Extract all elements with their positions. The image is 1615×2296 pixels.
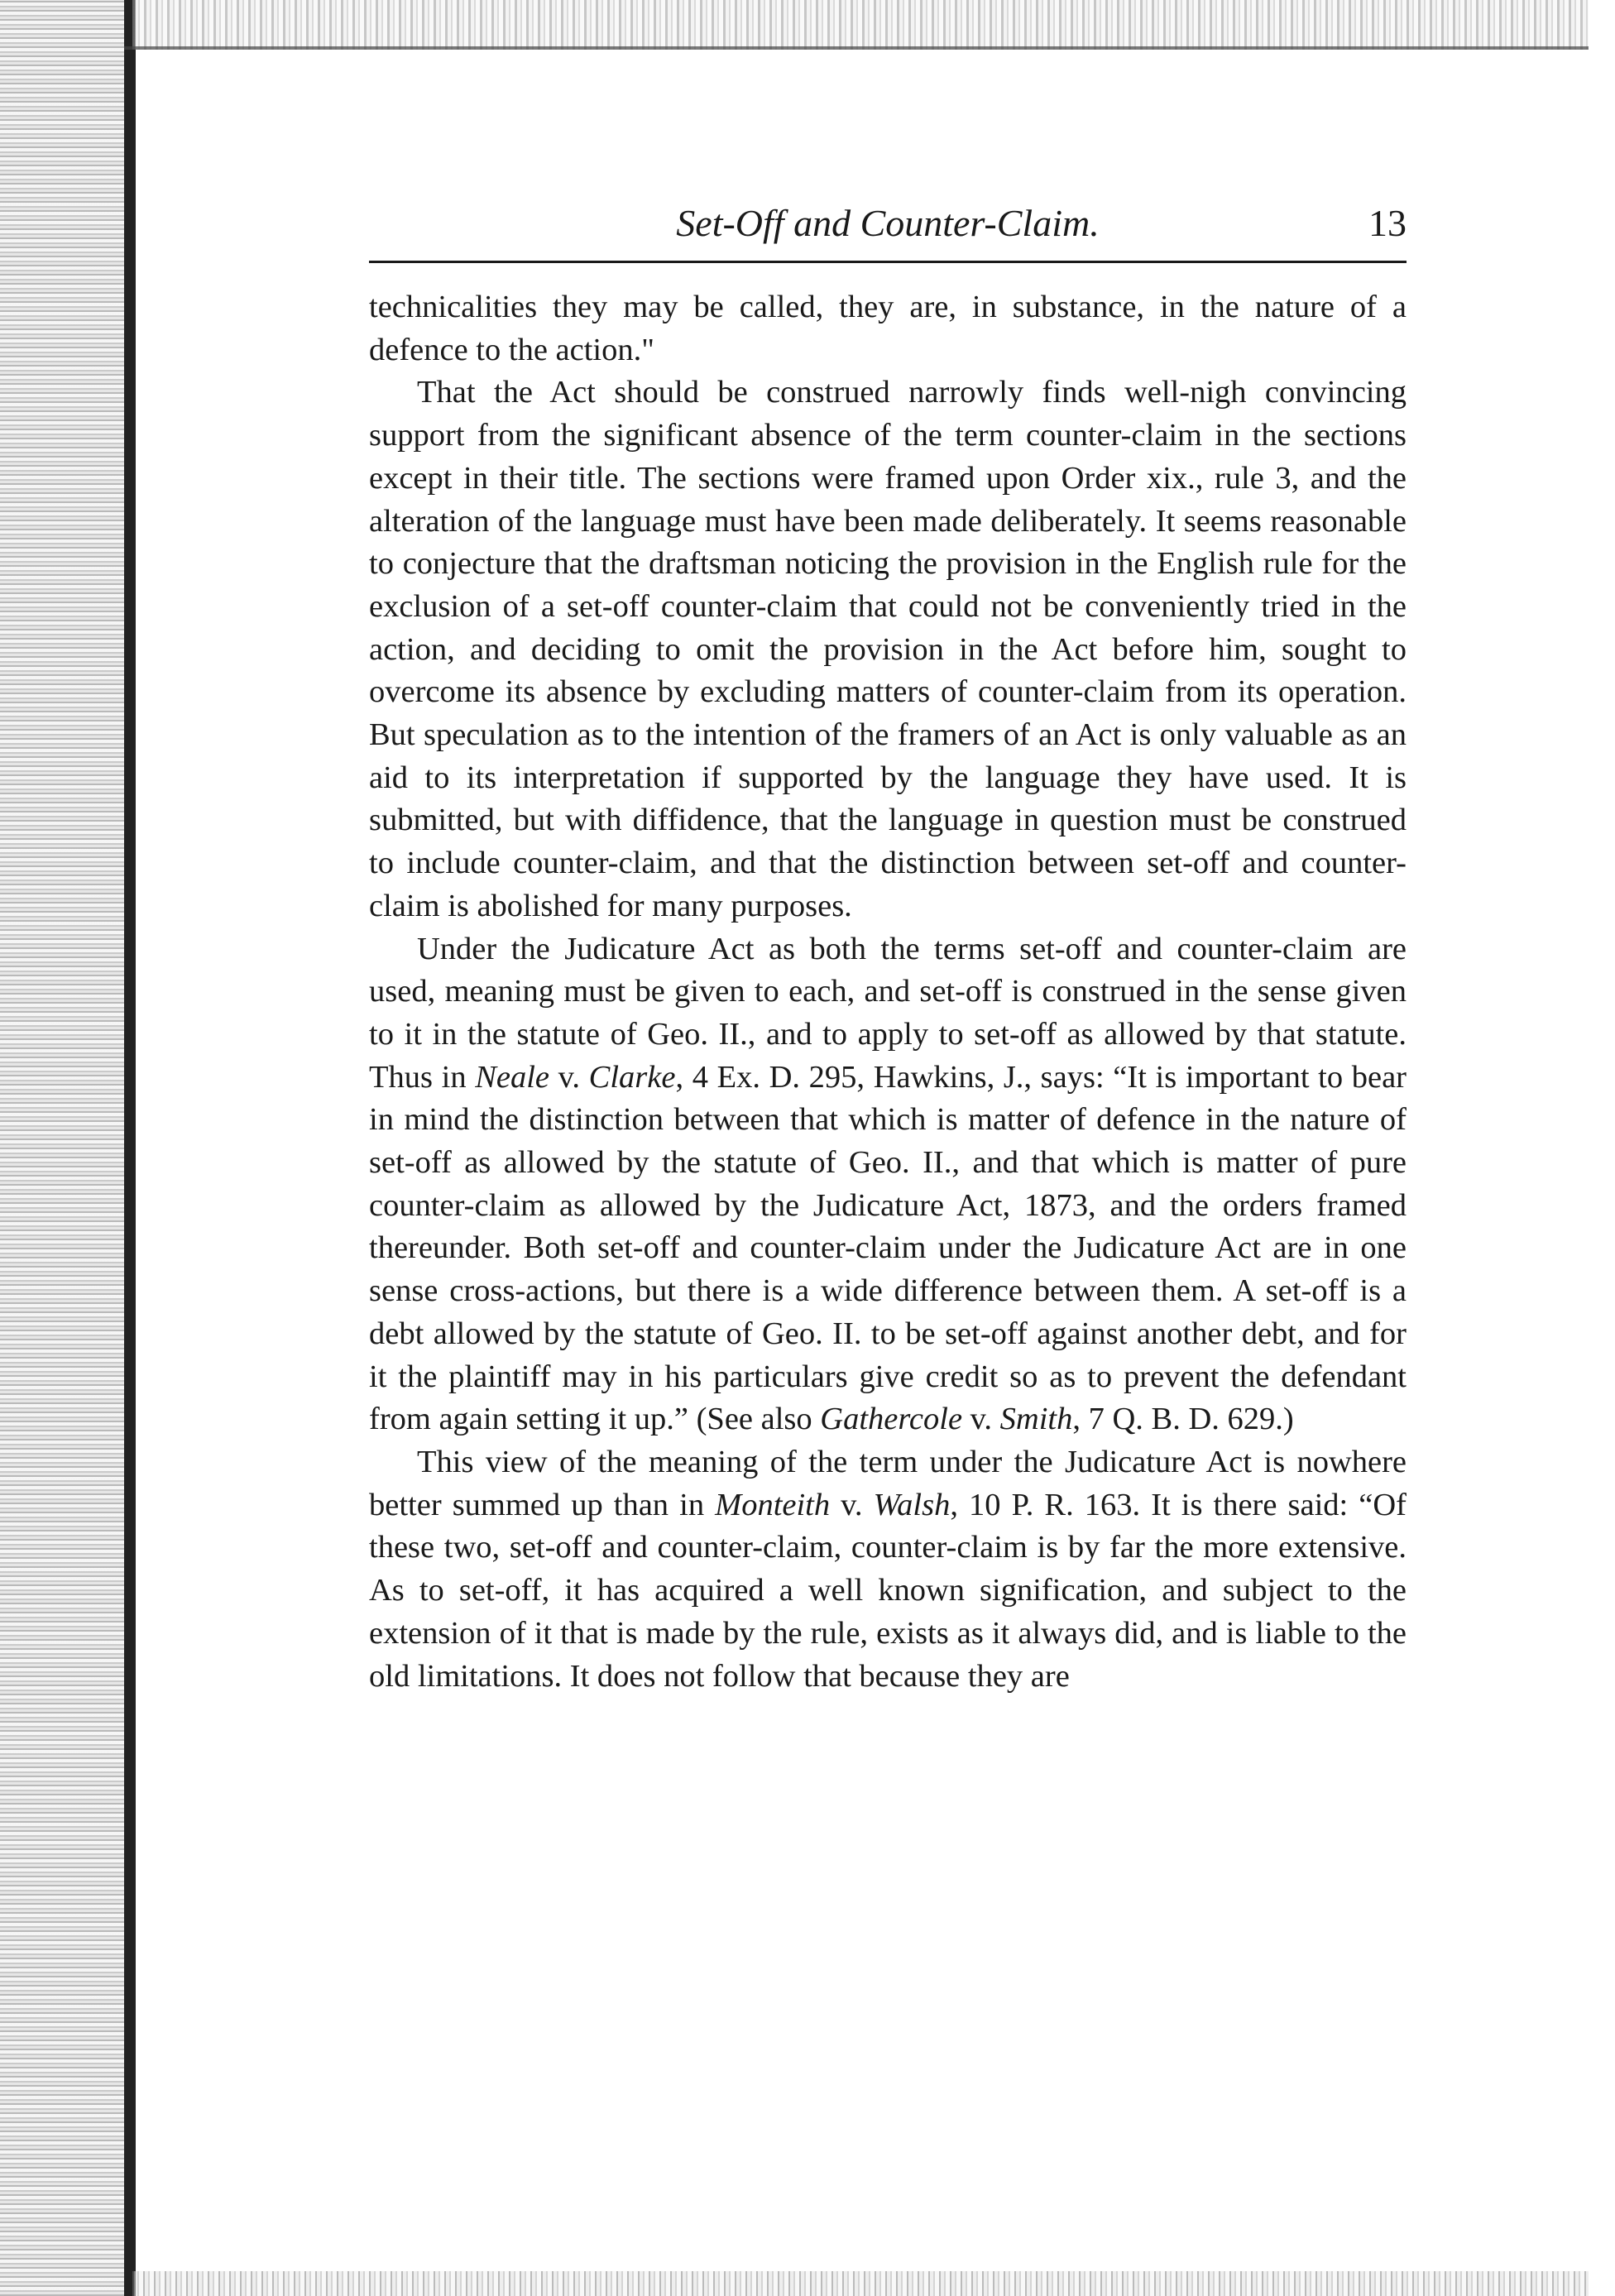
- page-number: 13: [1368, 202, 1407, 244]
- running-head: [369, 186, 1407, 263]
- paragraph-3: [369, 928, 1407, 1441]
- text-run: technicalities they may be called, they are, in substance, in the nature of a defence to the action.": [369, 290, 1407, 367]
- scan-top-margin: [132, 0, 1589, 50]
- paragraph-4: [369, 1441, 1407, 1698]
- running-title: Set-Off and Counter-Claim.: [676, 202, 1100, 244]
- case-name: Neale: [475, 1059, 550, 1095]
- case-name: Smith: [999, 1402, 1073, 1437]
- case-name: Clarke: [588, 1059, 676, 1095]
- text-run: , 10 P. R. 163. It is there said: “Of these two, set-off and counter-claim, counter-claim is by far the more extensive. As to set-off, it has acquired a well known signification, and subject to the extension of it that is made by the rule, exists as it always did, and is liable to the old limitations. It does not follow that because they are: [369, 1487, 1407, 1694]
- scan-left-margin: [0, 0, 124, 2296]
- case-name: Walsh: [873, 1487, 951, 1522]
- case-name: Monteith: [715, 1487, 831, 1522]
- text-run: , 7 Q. B. D. 629.): [1072, 1402, 1294, 1437]
- scan-left-edge: [124, 0, 136, 2296]
- body-text: [369, 286, 1407, 1698]
- case-name: Gathercole: [820, 1402, 963, 1437]
- text-run: Under the Judicature Act as both the terms set-off and counter-claim are used, meaning must be given to each, and set-off is construed in the sense given to it in the statute of Geo. II., and to apply to set-off as allowed by that statute. Thus in: [369, 931, 1407, 1095]
- text-run: v.: [962, 1402, 1000, 1437]
- text-run: That the Act should be construed narrowly finds well-nigh convincing support from the significant absence of the term counter-claim in the sections except in their title. The sections were framed upon Order xix., rule 3, and the alteration of the language must have been made deliberately. It seems reasonable to conjecture that the draftsman noticing the provision in the English rule for the exclusion of a set-off counter-claim that could not be conveniently tried in the action, and deciding to omit the provision in the Act before him, sought to overcome its absence by excluding matters of counter-claim from its operation. But speculation as to the intention of the framers of an Act is only valuable as an aid to its interpretation if supported by the language they have used. It is submitted, but with diffidence, that the language in question must be construed to include counter-claim, and that the distinction between set-off and counter-claim is abolished for many purposes.: [369, 375, 1407, 923]
- text-run: v.: [830, 1487, 874, 1522]
- book-page: [369, 186, 1407, 1698]
- text-run: , 4 Ex. D. 295, Hawkins, J., says: “It is important to bear in mind the distinction between that which is matter of defence in the nature of set-off as allowed by the statute of Geo. II., and that which is matter of pure counter-claim as allowed by the Judicature Act, 1873, and the orders framed thereunder. Both set-off and counter-claim under the Judicature Act are in one sense cross-actions, but there is a wide difference between them. A set-off is a debt allowed by the statute of Geo. II. to be set-off against another debt, and for it the plaintiff may in his particulars give credit so as to prevent the defendant from again setting it up.” (See also: [369, 1059, 1407, 1437]
- scan-bottom-margin: [132, 2271, 1589, 2296]
- text-run: v.: [549, 1059, 589, 1095]
- scan-top-edge: [124, 46, 1589, 50]
- paragraph-1: [369, 286, 1407, 371]
- text-run: This view of the meaning of the term under the Judicature Act is nowhere better summed up than in: [369, 1444, 1407, 1522]
- paragraph-2: [369, 371, 1407, 928]
